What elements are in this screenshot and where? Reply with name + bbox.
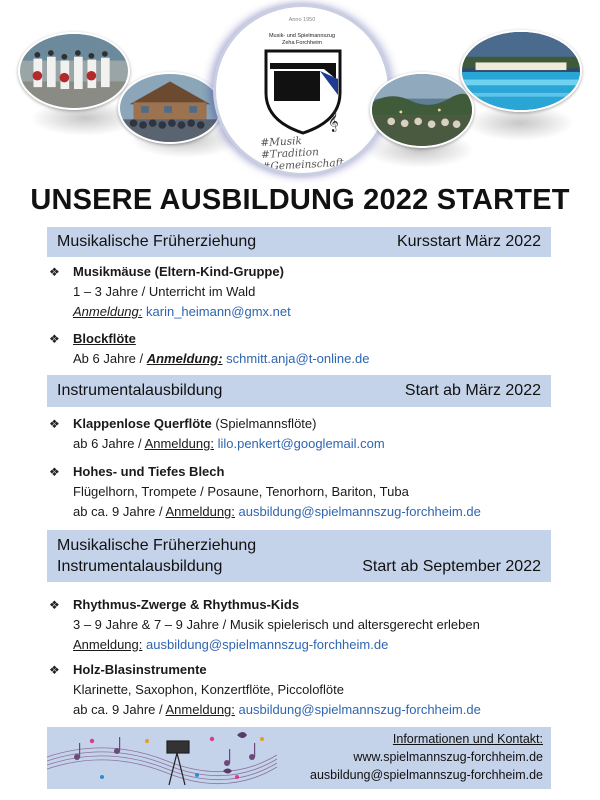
contact-heading: Informationen und Kontakt: — [392, 732, 543, 746]
course-details: ab 6 Jahre / — [73, 436, 145, 451]
course-name: Blockflöte — [73, 331, 136, 346]
registration-email-link[interactable]: karin_heimann@gmx.net — [146, 304, 291, 319]
section-bar-september — [47, 530, 551, 582]
section-bar-instrumental — [47, 375, 551, 407]
section-title: Instrumentalausbildung — [57, 382, 223, 399]
crest-tag: #Gemeinschaft — [261, 156, 344, 174]
course-entry-blech — [47, 462, 557, 522]
section-title: Instrumentalausbildung — [57, 558, 223, 575]
course-details: 1 – 3 Jahre / Unterricht im Wald — [73, 284, 256, 299]
course-name: Musikmäuse (Eltern-Kind-Gruppe) — [73, 264, 284, 279]
crest-name-line1: Musik- und Spielmannszug — [268, 33, 336, 39]
group-photo-chalet — [118, 72, 222, 144]
registration-label: Anmeldung: — [73, 637, 143, 652]
contact-website-link[interactable]: www.spielmannszug-forchheim.de — [353, 750, 543, 764]
page-title: UNSERE AUSBILDUNG 2022 STARTET — [30, 184, 570, 216]
section-start-date: Kursstart März 2022 — [396, 233, 541, 250]
registration-label: Anmeldung: — [165, 702, 235, 717]
music-notes-illustration — [47, 727, 277, 789]
contact-footer — [47, 727, 551, 789]
course-name: Holz-Blasinstrumente — [73, 662, 207, 677]
registration-email-link[interactable]: ausbildung@spielmannszug-forchheim.de — [146, 637, 389, 652]
crest-anno: Anno 1950 — [288, 17, 316, 23]
registration-label: Anmeldung: — [165, 504, 235, 519]
registration-email-link[interactable]: ausbildung@spielmannszug-forchheim.de — [238, 504, 481, 519]
course-registration — [73, 700, 557, 720]
course-name: Rhythmus-Zwerge & Rhythmus-Kids — [73, 597, 300, 612]
registration-label: Anmeldung: — [144, 436, 214, 451]
crest-tag: #Tradition — [260, 146, 320, 162]
marching-band-photo — [18, 32, 130, 110]
svg-text:𝄞: 𝄞 — [328, 111, 339, 132]
course-details: Flügelhorn, Trompete / Posaune, Tenorhorn, Bariton, Tuba — [73, 484, 409, 499]
section-title: Musikalische Früherziehung — [57, 537, 257, 554]
header-photo-collage — [0, 0, 600, 180]
section-title: Musikalische Früherziehung — [57, 233, 257, 250]
bullet-icon: ❖ — [49, 332, 60, 346]
section-start-date: Start ab September 2022 — [362, 558, 541, 575]
course-registration — [73, 434, 557, 454]
bullet-icon: ❖ — [49, 663, 60, 677]
course-entry-blockfloete — [47, 329, 557, 369]
course-name: Klappenlose Querflöte — [73, 416, 212, 431]
registration-email-link[interactable]: ausbildung@spielmannszug-forchheim.de — [238, 702, 481, 717]
registration-label: Anmeldung: — [146, 351, 223, 366]
contact-email-link[interactable]: ausbildung@spielmannszug-forchheim.de — [310, 768, 543, 782]
course-entry-querfloete — [47, 414, 557, 454]
course-age: ab ca. 9 Jahre / — [73, 702, 166, 717]
crest-hashtags — [260, 133, 344, 173]
course-registration — [73, 635, 557, 655]
registration-email-link[interactable]: lilo.penkert@googlemail.com — [217, 436, 385, 451]
bullet-icon: ❖ — [49, 417, 60, 431]
section-start-date: Start ab März 2022 — [404, 382, 541, 399]
course-registration — [73, 502, 557, 522]
course-details: Ab 6 Jahre / — [73, 351, 147, 366]
evening-concert-photo — [370, 72, 474, 148]
course-name-suffix: (Spielmannsflöte) — [211, 416, 317, 431]
bullet-icon: ❖ — [49, 265, 60, 279]
registration-email-link[interactable]: schmitt.anja@t-online.de — [226, 351, 370, 366]
course-entry-musikmaeuse — [47, 262, 557, 322]
registration-label: Anmeldung: — [73, 304, 143, 319]
bullet-icon: ❖ — [49, 465, 60, 479]
course-registration — [73, 302, 557, 322]
course-age: ab ca. 9 Jahre / — [73, 504, 166, 519]
course-details: Klarinette, Saxophon, Konzertflöte, Piccoloflöte — [73, 682, 344, 697]
course-entry-rhythmus — [47, 595, 557, 655]
course-registration — [73, 349, 557, 369]
crest-name-line2: Zeha Forchheim — [281, 40, 323, 46]
course-details: 3 – 9 Jahre & 7 – 9 Jahre / Musik spielerisch und altersgerecht erleben — [73, 617, 480, 632]
course-entry-holz — [47, 660, 557, 720]
pool-concert-photo — [460, 30, 582, 112]
contact-info — [310, 730, 543, 784]
club-crest — [213, 4, 391, 176]
section-bar-fruherziehung — [47, 227, 551, 257]
course-name: Hohes- und Tiefes Blech — [73, 464, 225, 479]
shield-emblem — [264, 49, 342, 135]
bullet-icon: ❖ — [49, 598, 60, 612]
crest-tag: #Musik — [260, 135, 303, 150]
